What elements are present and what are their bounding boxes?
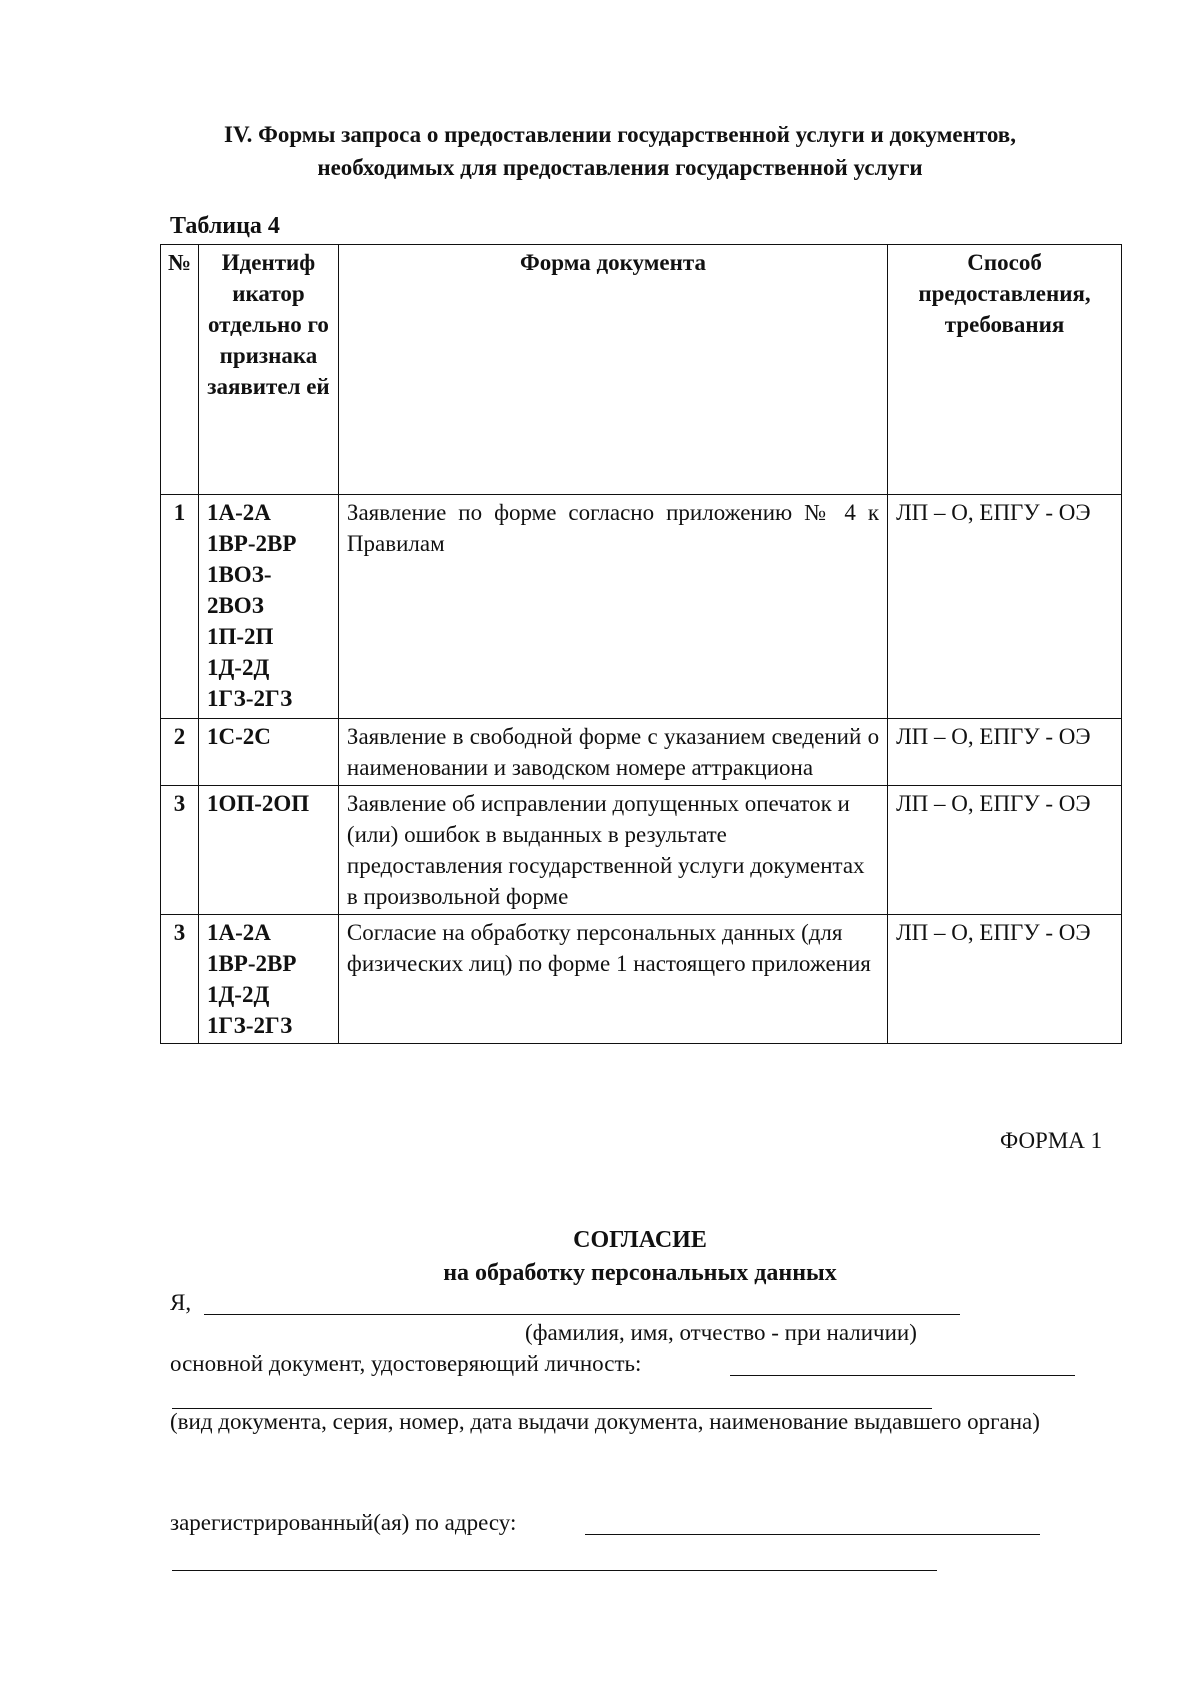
table-row [161, 719, 1122, 786]
table-row [161, 786, 1122, 915]
row-id: 1Д-2Д [206, 982, 270, 1007]
row-id: 1ГЗ-2ГЗ [206, 686, 293, 711]
row-form: Заявление по форме согласно приложению № 4 к Правилам [338, 495, 887, 719]
consent-subtitle: на обработку персональных данных [443, 1260, 837, 1286]
header-method: Способ предоставления, требования [888, 245, 1122, 495]
requirements-table [160, 244, 1122, 1044]
row-id: 1ГЗ-2ГЗ [206, 1013, 293, 1038]
section-heading [140, 118, 1100, 184]
header-form: Форма документа [338, 245, 887, 495]
section-heading-line1: IV. Формы запроса о предоставлении государственной услуги и документов, [224, 122, 1016, 147]
row-id: 1А-2А [206, 500, 271, 525]
row-id: 1П-2П [206, 624, 274, 649]
doc-hint: (вид документа, серия, номер, дата выдачи документа, наименование выдавшего органа) [170, 1409, 1040, 1434]
row-method: ЛП – О, ЕПГУ - ОЭ [888, 915, 1122, 1044]
row-id: 1ВР-2ВР [206, 951, 297, 976]
name-hint: (фамилия, имя, отчество - при наличии) [525, 1320, 917, 1345]
row-form: Заявление об исправлении допущенных опечаток и (или) ошибок в выданных в результате предоставления государственной услуги документах в произвольной форме [338, 786, 887, 915]
row-id: 1С-2С [206, 724, 271, 749]
table-row [161, 495, 1122, 719]
header-id: Идентиф икатор отдельно го признака заявител ей [198, 245, 338, 495]
consent-title-block [360, 1224, 920, 1290]
row-num: 3 [161, 915, 199, 1044]
address-fill-line-1[interactable] [585, 1534, 1040, 1535]
row-ids [198, 786, 338, 915]
row-id: 1Д-2Д [206, 655, 270, 680]
row-id: 1ОП-2ОП [206, 791, 310, 816]
row-form: Заявление в свободной форме с указанием сведений о наименовании и заводском номере аттракциона [338, 719, 887, 786]
row-form: Согласие на обработку персональных данных (для физических лиц) по форме 1 настоящего приложения [338, 915, 887, 1044]
form-number-label: ФОРМА 1 [1000, 1128, 1103, 1153]
name-fill-line[interactable] [204, 1314, 960, 1315]
row-ids [198, 495, 338, 719]
i-prefix: Я, [170, 1290, 192, 1315]
address-label: зарегистрированный(ая) по адресу: [170, 1510, 517, 1535]
row-ids [198, 719, 338, 786]
row-method: ЛП – О, ЕПГУ - ОЭ [888, 495, 1122, 719]
row-ids [198, 915, 338, 1044]
row-method: ЛП – О, ЕПГУ - ОЭ [888, 719, 1122, 786]
table-header-row [161, 245, 1122, 495]
address-fill-line-2[interactable] [172, 1570, 937, 1571]
doc-fill-line-1[interactable] [730, 1375, 1075, 1376]
row-id: 1А-2А [206, 920, 271, 945]
table-caption: Таблица 4 [170, 213, 280, 239]
header-num: № [161, 245, 199, 495]
row-num: 1 [161, 495, 199, 719]
section-heading-line2: необходимых для предоставления государственной услуги [317, 155, 923, 180]
doc-label: основной документ, удостоверяющий личность: [170, 1351, 642, 1376]
row-id: 1ВОЗ- [206, 562, 272, 587]
row-num: 3 [161, 786, 199, 915]
row-num: 2 [161, 719, 199, 786]
row-id: 2ВОЗ [206, 593, 264, 618]
consent-title: СОГЛАСИЕ [573, 1227, 707, 1253]
table-row [161, 915, 1122, 1044]
row-method: ЛП – О, ЕПГУ - ОЭ [888, 786, 1122, 915]
row-id: 1ВР-2ВР [206, 531, 297, 556]
